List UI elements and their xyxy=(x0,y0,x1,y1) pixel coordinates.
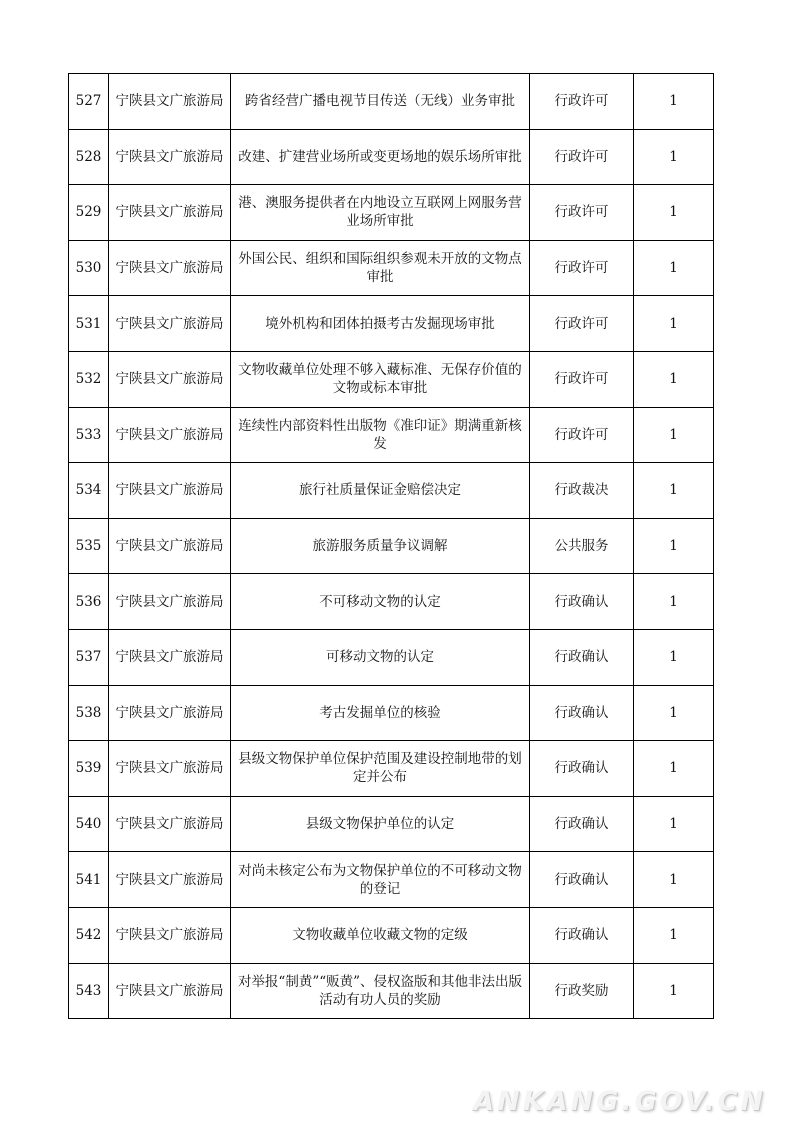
row-department: 宁陕县文广旅游局 xyxy=(109,741,231,797)
row-item-type: 行政确认 xyxy=(530,741,634,797)
row-item-name: 考古发掘单位的核验 xyxy=(231,685,530,741)
row-number: 535 xyxy=(69,518,109,574)
row-department: 宁陕县文广旅游局 xyxy=(109,963,231,1019)
row-count: 1 xyxy=(634,741,714,797)
row-number: 532 xyxy=(69,351,109,407)
table-row xyxy=(69,574,714,630)
row-number: 527 xyxy=(69,74,109,130)
row-item-type: 行政许可 xyxy=(530,351,634,407)
row-item-type: 行政许可 xyxy=(530,407,634,463)
row-department: 宁陕县文广旅游局 xyxy=(109,351,231,407)
row-number: 529 xyxy=(69,185,109,241)
row-department: 宁陕县文广旅游局 xyxy=(109,907,231,963)
row-number: 534 xyxy=(69,463,109,519)
row-count: 1 xyxy=(634,907,714,963)
table-row xyxy=(69,407,714,463)
row-count: 1 xyxy=(634,407,714,463)
row-item-name: 县级文物保护单位的认定 xyxy=(231,796,530,852)
row-item-type: 行政许可 xyxy=(530,185,634,241)
site-watermark: ANKANG.GOV.CN xyxy=(473,1086,766,1117)
row-count: 1 xyxy=(634,296,714,352)
row-count: 1 xyxy=(634,74,714,130)
row-department: 宁陕县文广旅游局 xyxy=(109,852,231,908)
row-number: 538 xyxy=(69,685,109,741)
row-item-type: 公共服务 xyxy=(530,518,634,574)
table-row xyxy=(69,629,714,685)
row-item-name: 港、澳服务提供者在内地设立互联网上网服务营业场所审批 xyxy=(231,185,530,241)
row-item-name: 对举报“制黄”“贩黄”、侵权盗版和其他非法出版活动有功人员的奖励 xyxy=(231,963,530,1019)
row-department: 宁陕县文广旅游局 xyxy=(109,796,231,852)
row-department: 宁陕县文广旅游局 xyxy=(109,629,231,685)
row-number: 543 xyxy=(69,963,109,1019)
table-row xyxy=(69,907,714,963)
row-item-name: 文物收藏单位收藏文物的定级 xyxy=(231,907,530,963)
row-number: 530 xyxy=(69,240,109,296)
row-count: 1 xyxy=(634,129,714,185)
items-table xyxy=(68,73,714,1019)
row-item-name: 改建、扩建营业场所或变更场地的娱乐场所审批 xyxy=(231,129,530,185)
row-count: 1 xyxy=(634,518,714,574)
row-number: 536 xyxy=(69,574,109,630)
row-item-name: 对尚未核定公布为文物保护单位的不可移动文物的登记 xyxy=(231,852,530,908)
row-number: 531 xyxy=(69,296,109,352)
table-row xyxy=(69,963,714,1019)
row-item-type: 行政确认 xyxy=(530,796,634,852)
row-count: 1 xyxy=(634,185,714,241)
row-item-name: 文物收藏单位处理不够入藏标准、无保存价值的文物或标本审批 xyxy=(231,351,530,407)
row-count: 1 xyxy=(634,629,714,685)
table-row xyxy=(69,518,714,574)
row-item-type: 行政确认 xyxy=(530,907,634,963)
row-item-name: 连续性内部资料性出版物《准印证》期满重新核发 xyxy=(231,407,530,463)
row-item-type: 行政确认 xyxy=(530,629,634,685)
row-number: 539 xyxy=(69,741,109,797)
row-department: 宁陕县文广旅游局 xyxy=(109,574,231,630)
row-department: 宁陕县文广旅游局 xyxy=(109,296,231,352)
row-department: 宁陕县文广旅游局 xyxy=(109,685,231,741)
table-row xyxy=(69,685,714,741)
row-count: 1 xyxy=(634,351,714,407)
row-number: 541 xyxy=(69,852,109,908)
row-item-type: 行政确认 xyxy=(530,574,634,630)
row-item-name: 外国公民、组织和国际组织参观未开放的文物点审批 xyxy=(231,240,530,296)
table-row xyxy=(69,185,714,241)
row-count: 1 xyxy=(634,463,714,519)
row-item-name: 可移动文物的认定 xyxy=(231,629,530,685)
table-row xyxy=(69,296,714,352)
table-row xyxy=(69,796,714,852)
row-number: 533 xyxy=(69,407,109,463)
row-number: 542 xyxy=(69,907,109,963)
row-item-type: 行政裁决 xyxy=(530,463,634,519)
items-table-body xyxy=(69,74,714,1019)
row-item-type: 行政确认 xyxy=(530,852,634,908)
row-count: 1 xyxy=(634,796,714,852)
row-item-name: 境外机构和团体拍摄考古发掘现场审批 xyxy=(231,296,530,352)
row-item-name: 旅游服务质量争议调解 xyxy=(231,518,530,574)
table-row xyxy=(69,463,714,519)
table-row xyxy=(69,852,714,908)
row-number: 528 xyxy=(69,129,109,185)
row-item-type: 行政许可 xyxy=(530,296,634,352)
row-item-type: 行政确认 xyxy=(530,685,634,741)
table-row xyxy=(69,351,714,407)
row-item-type: 行政许可 xyxy=(530,129,634,185)
row-item-type: 行政许可 xyxy=(530,74,634,130)
row-department: 宁陕县文广旅游局 xyxy=(109,463,231,519)
row-department: 宁陕县文广旅游局 xyxy=(109,518,231,574)
row-count: 1 xyxy=(634,852,714,908)
table-row xyxy=(69,741,714,797)
row-item-name: 旅行社质量保证金赔偿决定 xyxy=(231,463,530,519)
row-department: 宁陕县文广旅游局 xyxy=(109,74,231,130)
row-department: 宁陕县文广旅游局 xyxy=(109,185,231,241)
row-count: 1 xyxy=(634,574,714,630)
row-item-name: 不可移动文物的认定 xyxy=(231,574,530,630)
table-row xyxy=(69,74,714,130)
row-number: 537 xyxy=(69,629,109,685)
table-row xyxy=(69,129,714,185)
row-count: 1 xyxy=(634,685,714,741)
row-department: 宁陕县文广旅游局 xyxy=(109,240,231,296)
row-number: 540 xyxy=(69,796,109,852)
row-item-name: 跨省经营广播电视节目传送（无线）业务审批 xyxy=(231,74,530,130)
table-row xyxy=(69,240,714,296)
row-department: 宁陕县文广旅游局 xyxy=(109,129,231,185)
row-department: 宁陕县文广旅游局 xyxy=(109,407,231,463)
row-item-type: 行政许可 xyxy=(530,240,634,296)
row-item-type: 行政奖励 xyxy=(530,963,634,1019)
row-item-name: 县级文物保护单位保护范围及建设控制地带的划定并公布 xyxy=(231,741,530,797)
row-count: 1 xyxy=(634,963,714,1019)
row-count: 1 xyxy=(634,240,714,296)
